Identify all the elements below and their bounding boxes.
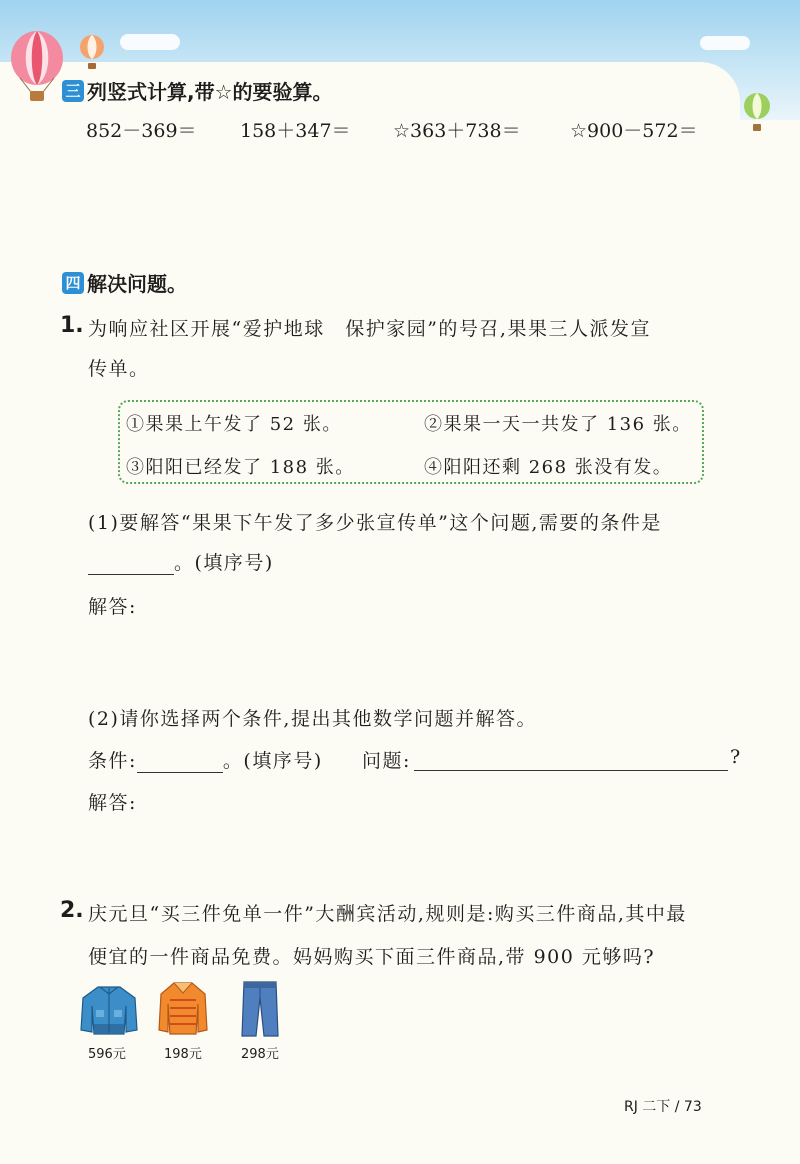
arithmetic-problem: 158＋347＝ xyxy=(240,120,351,142)
question-text: 便宜的一件商品免费。妈妈购买下面三件商品,带 900 元够吗? xyxy=(88,946,656,968)
green-balloon-icon xyxy=(742,92,772,134)
blank-field[interactable] xyxy=(88,550,174,575)
section-number-badge: 三 xyxy=(62,80,84,102)
condition-item: ①果果上午发了 52 张。 xyxy=(126,414,342,435)
section-3-heading xyxy=(62,76,333,105)
question-text: 为响应社区开展“爱护地球 保护家园”的号召,果果三人派发宣 xyxy=(88,318,651,340)
question-number: 2. xyxy=(60,898,84,923)
arithmetic-problem: ☆900－572＝ xyxy=(570,120,698,142)
section-4-heading xyxy=(62,268,187,297)
small-balloon-icon xyxy=(78,34,106,72)
arithmetic-problem: ☆363＋738＝ xyxy=(393,120,521,142)
part-2-line xyxy=(88,746,323,773)
condition-label: 条件: xyxy=(88,750,137,772)
price-label: 596元 xyxy=(88,1047,126,1062)
section-title: 列竖式计算,带☆的要验算。 xyxy=(87,80,333,104)
question-number: 1. xyxy=(60,313,84,338)
cloud-decoration xyxy=(120,34,180,50)
part-1-answer-line xyxy=(88,548,274,575)
cloud-decoration xyxy=(700,36,750,50)
condition-item: ②果果一天一共发了 136 张。 xyxy=(424,414,692,435)
blank-field[interactable] xyxy=(137,748,223,773)
blank-field[interactable] xyxy=(414,746,728,771)
page-footer: RJ 二下 / 73 xyxy=(624,1099,702,1115)
section-number-badge: 四 xyxy=(62,272,84,294)
question-text: 传单。 xyxy=(88,358,150,380)
question-mark: ? xyxy=(730,746,742,768)
sweater-icon xyxy=(158,980,208,1036)
fill-hint: 。(填序号) xyxy=(222,750,323,772)
part-1-text: (1)要解答“果果下午发了多少张宣传单”这个问题,需要的条件是 xyxy=(88,512,662,534)
answer-label: 解答: xyxy=(88,596,137,618)
arithmetic-problem: 852－369＝ xyxy=(86,120,197,142)
question-text: 庆元旦“买三件免单一件”大酬宾活动,规则是:购买三件商品,其中最 xyxy=(88,903,687,925)
price-label: 298元 xyxy=(241,1047,279,1062)
question-label: 问题: xyxy=(362,750,411,772)
section-title: 解决问题。 xyxy=(87,272,187,296)
part-2-text: (2)请你选择两个条件,提出其他数学问题并解答。 xyxy=(88,708,537,730)
condition-item: ④阳阳还剩 268 张没有发。 xyxy=(424,457,673,478)
condition-item: ③阳阳已经发了 188 张。 xyxy=(126,457,355,478)
jeans-icon xyxy=(240,980,280,1038)
hot-air-balloon-icon xyxy=(8,30,66,104)
fill-hint: 。(填序号) xyxy=(174,552,274,574)
price-label: 198元 xyxy=(164,1047,202,1062)
jacket-icon xyxy=(80,984,138,1036)
answer-label: 解答: xyxy=(88,792,137,814)
